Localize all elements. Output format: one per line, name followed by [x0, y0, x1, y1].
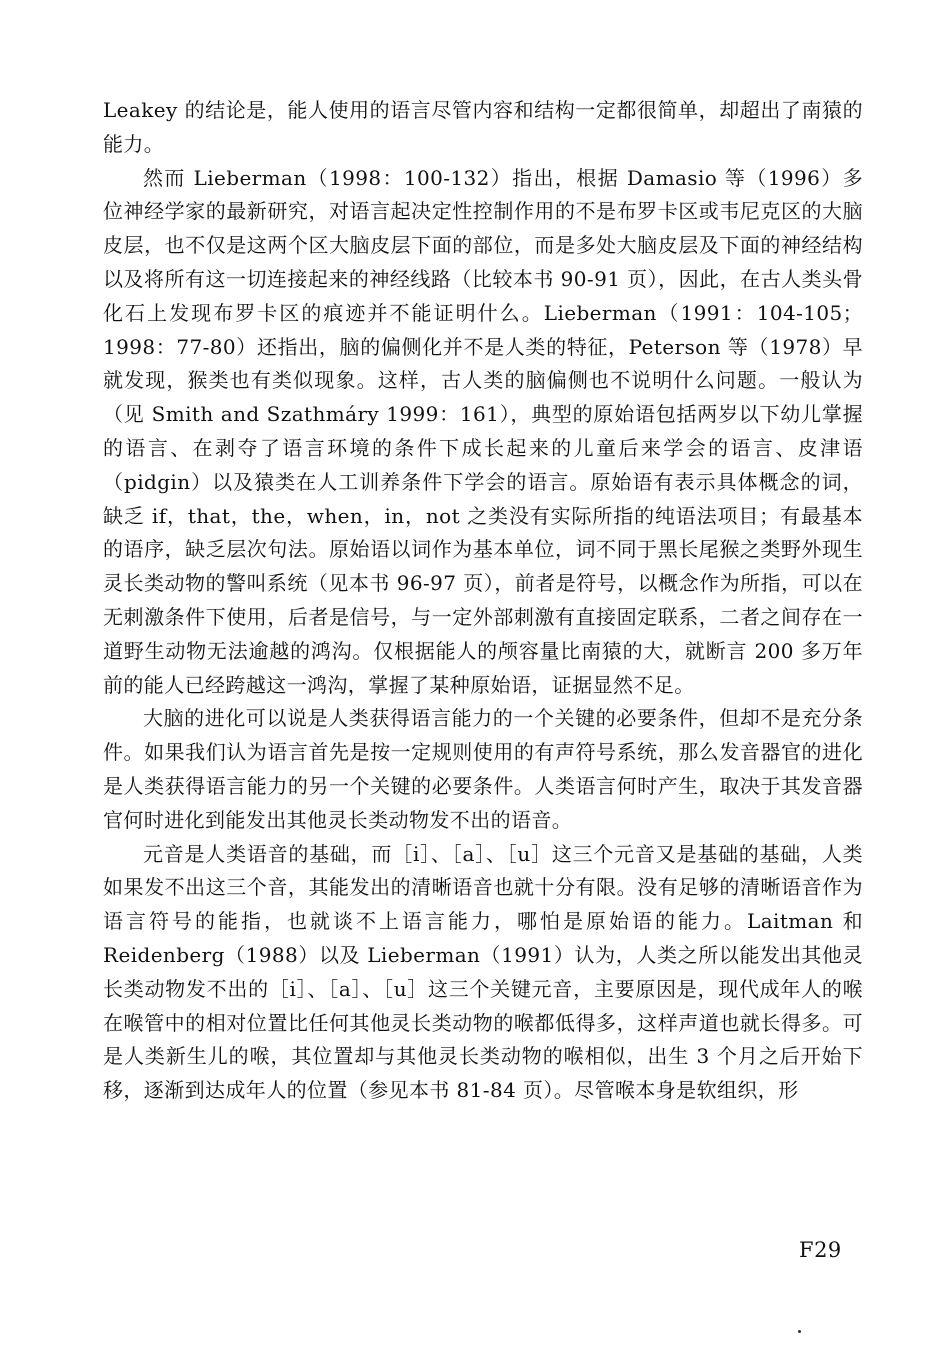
scan-speck: [798, 1330, 801, 1333]
paragraph-4: 元音是人类语音的基础，而［i］、［a］、［u］这三个元音又是基础的基础，人类如果发不出这三个音，其能发出的清晰语音也就十分有限。没有足够的清晰语音作为语言符号的能指，也就谈不上语言能力，哪怕是原始语的能力。Laitman 和 Reidenberg（1988）以及 Lieberman（1991）认为，人类之所以能发出其他灵长类动物发不出的［i］、［a］、［u］这三个关键元音，主要原因是，现代成年人的喉在喉管中的相对位置比任何其他灵长类动物的喉都低得多，这样声道也就长得多。可是人类新生儿的喉，其位置却与其他灵长类动物的喉相似，出生 3 个月之后开始下移，逐渐到达成年人的位置（参见本书 81-84 页）。尽管喉本身是软组织，形: [103, 841, 863, 1103]
page-body: [103, 94, 863, 1108]
page-number: F29: [799, 1238, 842, 1262]
paragraph-3: 大脑的进化可以说是人类获得语言能力的一个关键的必要条件，但却不是充分条件。如果我们认为语言首先是按一定规则使用的有声符号系统，那么发音器官的进化是人类获得语言能力的另一个关键的必要条件。人类语言何时产生，取决于其发音器官何时进化到能发出其他灵长类动物发不出的语音。: [103, 706, 863, 832]
paragraph-2: 然而 Lieberman（1998：100-132）指出，根据 Damasio 等（1996）多位神经学家的最新研究，对语言起决定性控制作用的不是布罗卡区或韦尼克区的大脑皮层，也不仅是这两个区大脑皮层下面的部位，而是多处大脑皮层及下面的神经结构以及将所有这一切连接起来的神经线路（比较本书 90-91 页），因此，在古人类头骨化石上发现布罗卡区的痕迹并不能证明什么。Lieberman（1991：104-105；1998：77-80）还指出，脑的偏侧化并不是人类的特征，Peterson 等（1978）早就发现，猴类也有类似现象。这样，古人类的脑偏侧也不说明什么问题。一般认为（见 Smith and Szathmáry 1999：161），典型的原始语包括两岁以下幼儿掌握的语言、在剥夺了语言环境的条件下成长起来的儿童后来学会的语言、皮津语（pidgin）以及猿类在人工训养条件下学会的语言。原始语有表示具体概念的词，缺乏 if，that，the，when，in，not 之类没有实际所指的纯语法项目；有最基本的语序，缺乏层次句法。原始语以词作为基本单位，词不同于黑长尾猴之类野外现生灵长类动物的警叫系统（见本书 96-97 页），前者是符号，以概念作为所指，可以在无刺激条件下使用，后者是信号，与一定外部刺激有直接固定联系，二者之间存在一道野生动物无法逾越的鸿沟。仅根据能人的颅容量比南猿的大，就断言 200 多万年前的能人已经跨越这一鸿沟，掌握了某种原始语，证据显然不足。: [103, 165, 863, 697]
paragraph-1: Leakey 的结论是，能人使用的语言尽管内容和结构一定都很简单，却超出了南猿的能力。: [103, 98, 863, 156]
